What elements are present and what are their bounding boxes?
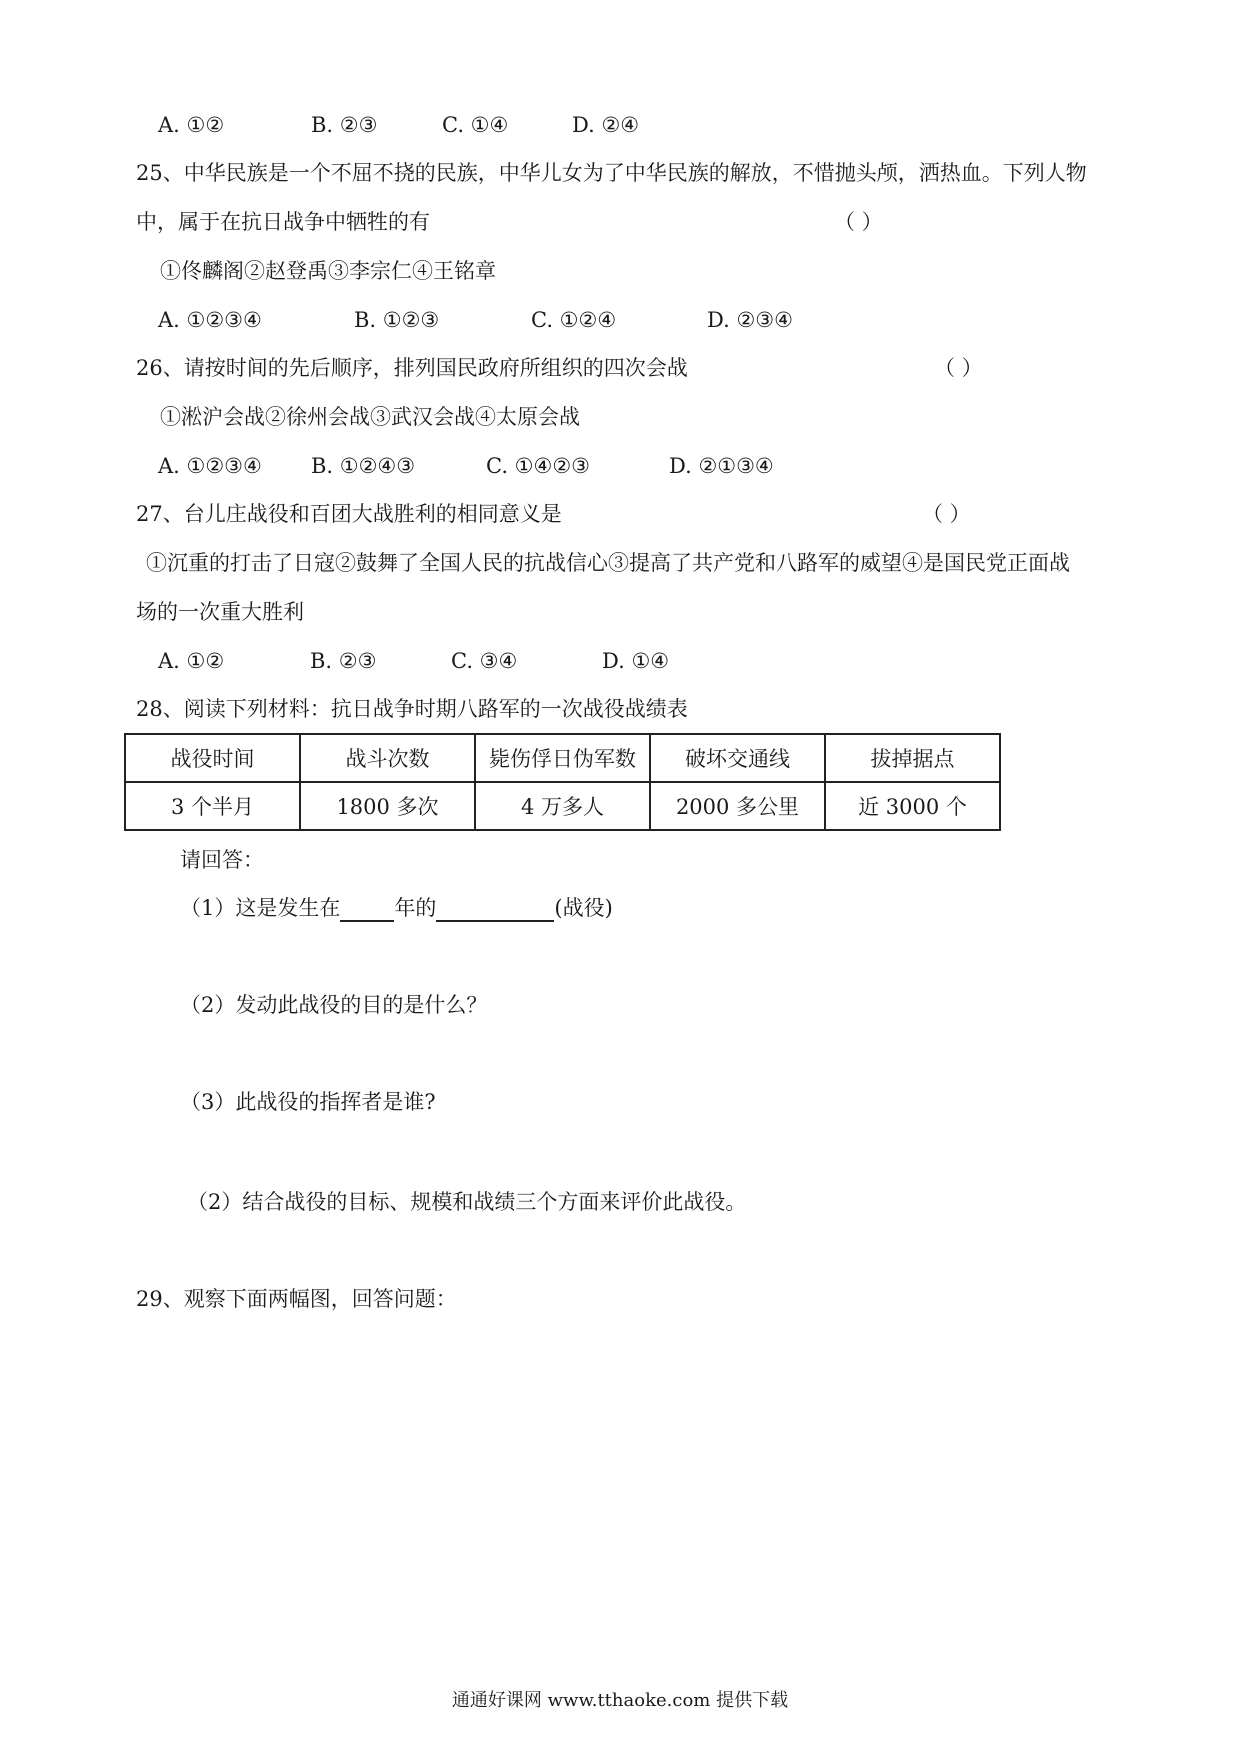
option-c: C. ①④②③ — [486, 454, 590, 478]
option-c: C. ③④ — [451, 649, 518, 673]
option-b: B. ①②④③ — [311, 454, 416, 478]
q25-answer-bracket: （ ） — [834, 210, 883, 234]
sub1-text-a: （1）这是发生在 — [180, 896, 341, 920]
option-a: A. ①②③④ — [158, 308, 262, 332]
battle-results-table — [124, 733, 1001, 831]
table-cell: 近 3000 个 — [825, 782, 1000, 830]
q27-options — [158, 647, 669, 675]
q26-answer-bracket: （ ） — [934, 356, 983, 380]
table-cell: 4 万多人 — [475, 782, 650, 830]
q25-options — [158, 306, 793, 334]
q26-items: ①淞沪会战②徐州会战③武汉会战④太原会战 — [160, 405, 580, 429]
option-d: D. ②④ — [572, 113, 640, 137]
table-header-row — [125, 734, 1000, 782]
q27-items-line2: 场的一次重大胜利 — [136, 600, 304, 624]
option-b: B. ②③ — [310, 649, 377, 673]
battle-name-blank[interactable] — [436, 898, 554, 922]
q28-sub1 — [180, 894, 613, 922]
q28-sub4: （2）结合战役的目标、规模和战绩三个方面来评价此战役。 — [187, 1190, 747, 1214]
table-header-cell: 战役时间 — [125, 734, 300, 782]
option-d: D. ②③④ — [707, 308, 793, 332]
table-cell: 3 个半月 — [125, 782, 300, 830]
sub1-text-b: 年的 — [394, 896, 437, 920]
year-blank[interactable] — [340, 898, 394, 922]
q25-stem-line2: 中，属于在抗日战争中牺牲的有 — [136, 210, 430, 234]
q25-items: ①佟麟阁②赵登禹③李宗仁④王铭章 — [160, 259, 496, 283]
q27-answer-bracket: （ ） — [922, 502, 971, 526]
sub1-text-c: (战役) — [554, 896, 613, 920]
option-d: D. ①④ — [602, 649, 670, 673]
q24-options — [158, 111, 639, 139]
page-footer: 通通好课网 www.tthaoke.com 提供下载 — [451, 1690, 789, 1711]
table-cell: 2000 多公里 — [650, 782, 825, 830]
option-c: C. ①②④ — [531, 308, 617, 332]
q29-stem: 29、观察下面两幅图，回答问题： — [136, 1287, 457, 1311]
table-row — [125, 782, 1000, 830]
q27-stem: 27、台儿庄战役和百团大战胜利的相同意义是 — [136, 502, 562, 526]
q28-sub2: （2）发动此战役的目的是什么？ — [180, 993, 488, 1017]
table-header-cell: 战斗次数 — [300, 734, 475, 782]
table-header-cell: 破坏交通线 — [650, 734, 825, 782]
q25-stem-line1: 25、中华民族是一个不屈不挠的民族，中华儿女为了中华民族的解放，不惜抛头颅，洒热血。下列人物 — [136, 161, 1087, 185]
q26-options — [158, 452, 774, 480]
option-d: D. ②①③④ — [669, 454, 774, 478]
table-cell: 1800 多次 — [300, 782, 475, 830]
q28-stem: 28、阅读下列材料：抗日战争时期八路军的一次战役战绩表 — [136, 697, 688, 721]
table-header-cell: 毙伤俘日伪军数 — [475, 734, 650, 782]
option-b: B. ②③ — [311, 113, 378, 137]
option-a: A. ①② — [158, 649, 225, 673]
q28-sub3: （3）此战役的指挥者是谁? — [180, 1090, 436, 1114]
q27-items-line1: ①沉重的打击了日寇②鼓舞了全国人民的抗战信心③提高了共产党和八路军的威望④是国民党正面战 — [146, 551, 1070, 575]
option-a: A. ①② — [158, 113, 225, 137]
option-b: B. ①②③ — [354, 308, 440, 332]
option-c: C. ①④ — [442, 113, 509, 137]
q26-stem: 26、请按时间的先后顺序，排列国民政府所组织的四次会战 — [136, 356, 688, 380]
q28-prompt: 请回答： — [180, 848, 264, 872]
table-header-cell: 拔掉据点 — [825, 734, 1000, 782]
option-a: A. ①②③④ — [158, 454, 262, 478]
